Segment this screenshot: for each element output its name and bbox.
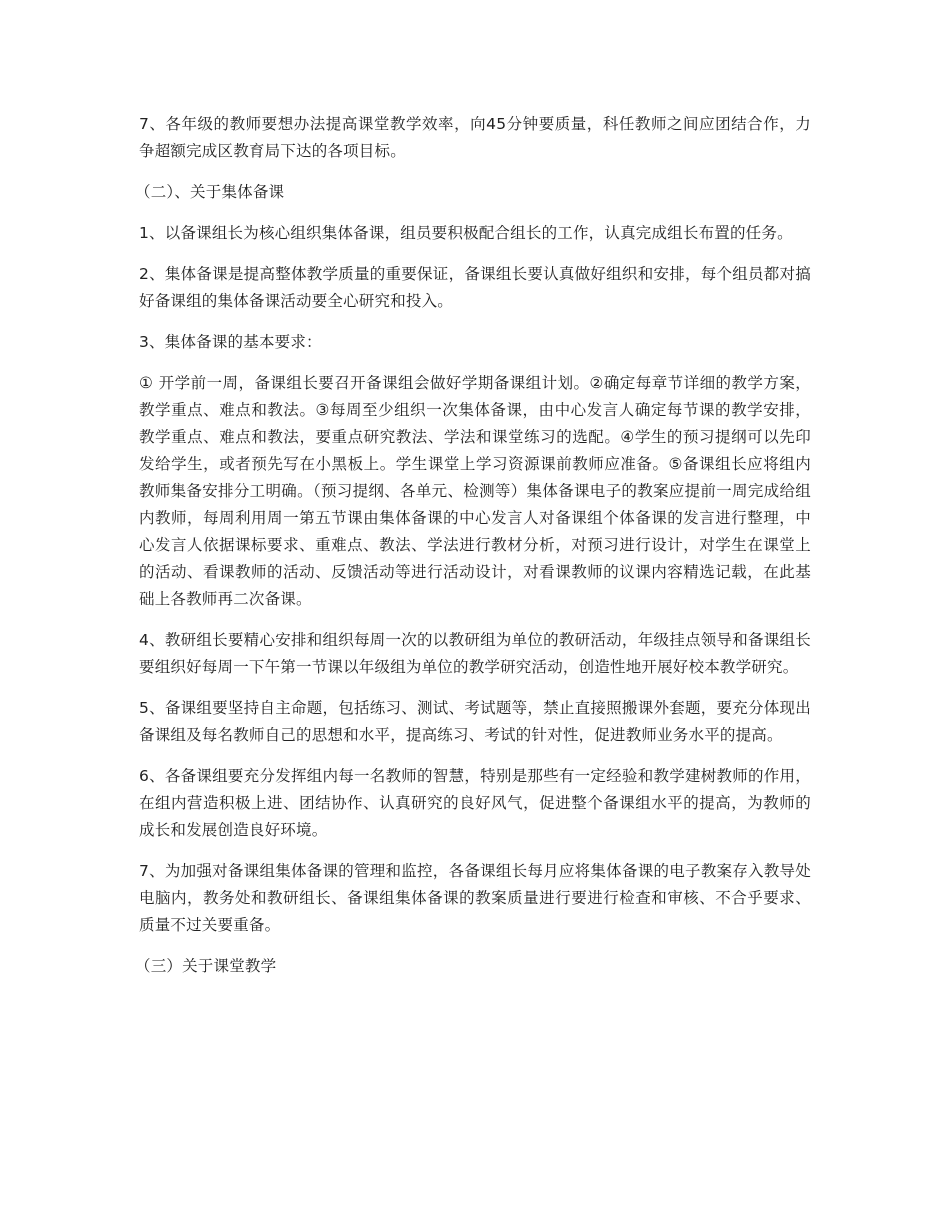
paragraph-7-efficiency: 7、各年级的教师要想办法提高课堂教学效率，向45分钟要质量，科任教师之间应团结合作，力争超额完成区教育局下达的各项目标。 (139, 115, 811, 160)
paragraph-5-self-made-questions: 5、备课组要坚持自主命题，包括练习、测试、考试题等，禁止直接照搬课外套题，要充分体现出备课组及每名教师自己的思想和水平，提高练习、考试的针对性，促进教师业务水平的提高。 (139, 699, 811, 744)
paragraph-1-group-leader: 1、以备课组长为核心组织集体备课，组员要积极配合组长的工作，认真完成组长布置的任务。 (139, 224, 793, 242)
paragraph-6-teacher-wisdom: 6、各备课组要充分发挥组内每一名教师的智慧，特别是那些有一定经验和教学建树教师的作用，在组内营造积极上进、团结协作、认真研究的良好风气，促进整个备课组水平的提高，为教师的成长和发展创造良好环境。 (139, 767, 811, 839)
paragraph-2-quality-guarantee: 2、集体备课是提高整体教学质量的重要保证，备课组长要认真做好组织和安排，每个组员都对搞好备课组的集体备课活动要全心研究和投入。 (139, 265, 811, 310)
paragraph-3-basic-requirements: 3、集体备课的基本要求： (139, 333, 322, 351)
document-body (135, 111, 811, 994)
paragraph-4-teaching-research: 4、教研组长要精心安排和组织每周一次的以教研组为单位的教研活动，年级挂点领导和备课组长要组织好每周一下午第一节课以年级组为单位的教学研究活动，创造性地开展好校本教学研究。 (139, 631, 811, 676)
section-heading-classroom-teaching: （三）关于课堂教学 (135, 957, 277, 975)
section-heading-collective-lesson-prep: （二）、关于集体备课 (135, 183, 285, 201)
paragraph-7-management: 7、为加强对备课组集体备课的管理和监控，各备课组长每月应将集体备课的电子教案存入教导处电脑内，教务处和教研组长、备课组集体备课的教案质量进行要进行检查和审核、不合乎要求、质量不过关要重备。 (139, 862, 811, 934)
paragraph-requirements-detail: ① 开学前一周，备课组长要召开备课组会做好学期备课组计划。②确定每章节详细的教学方案，教学重点、难点和教法。③每周至少组织一次集体备课，由中心发言人确定每节课的教学安排，教学重点、难点和教法，要重点研究教法、学法和课堂练习的选配。④学生的预习提纲可以先印发给学生，或者预先写在小黑板上。学生课堂上学习资源课前教师应准备。⑤备课组长应将组内教师集备安排分工明确。（预习提纲、各单元、检测等）集体备课电子的教案应提前一周完成给组内教师，每周利用周一第五节课由集体备课的中心发言人对备课组个体备课的发言进行整理，中心发言人依据课标要求、重难点、教法、学法进行教材分析，对预习进行设计，对学生在课堂上的活动、看课教师的活动、反馈活动等进行活动设计，对看课教师的议课内容精选记载，在此基础上各教师再二次备课。 (139, 374, 811, 608)
